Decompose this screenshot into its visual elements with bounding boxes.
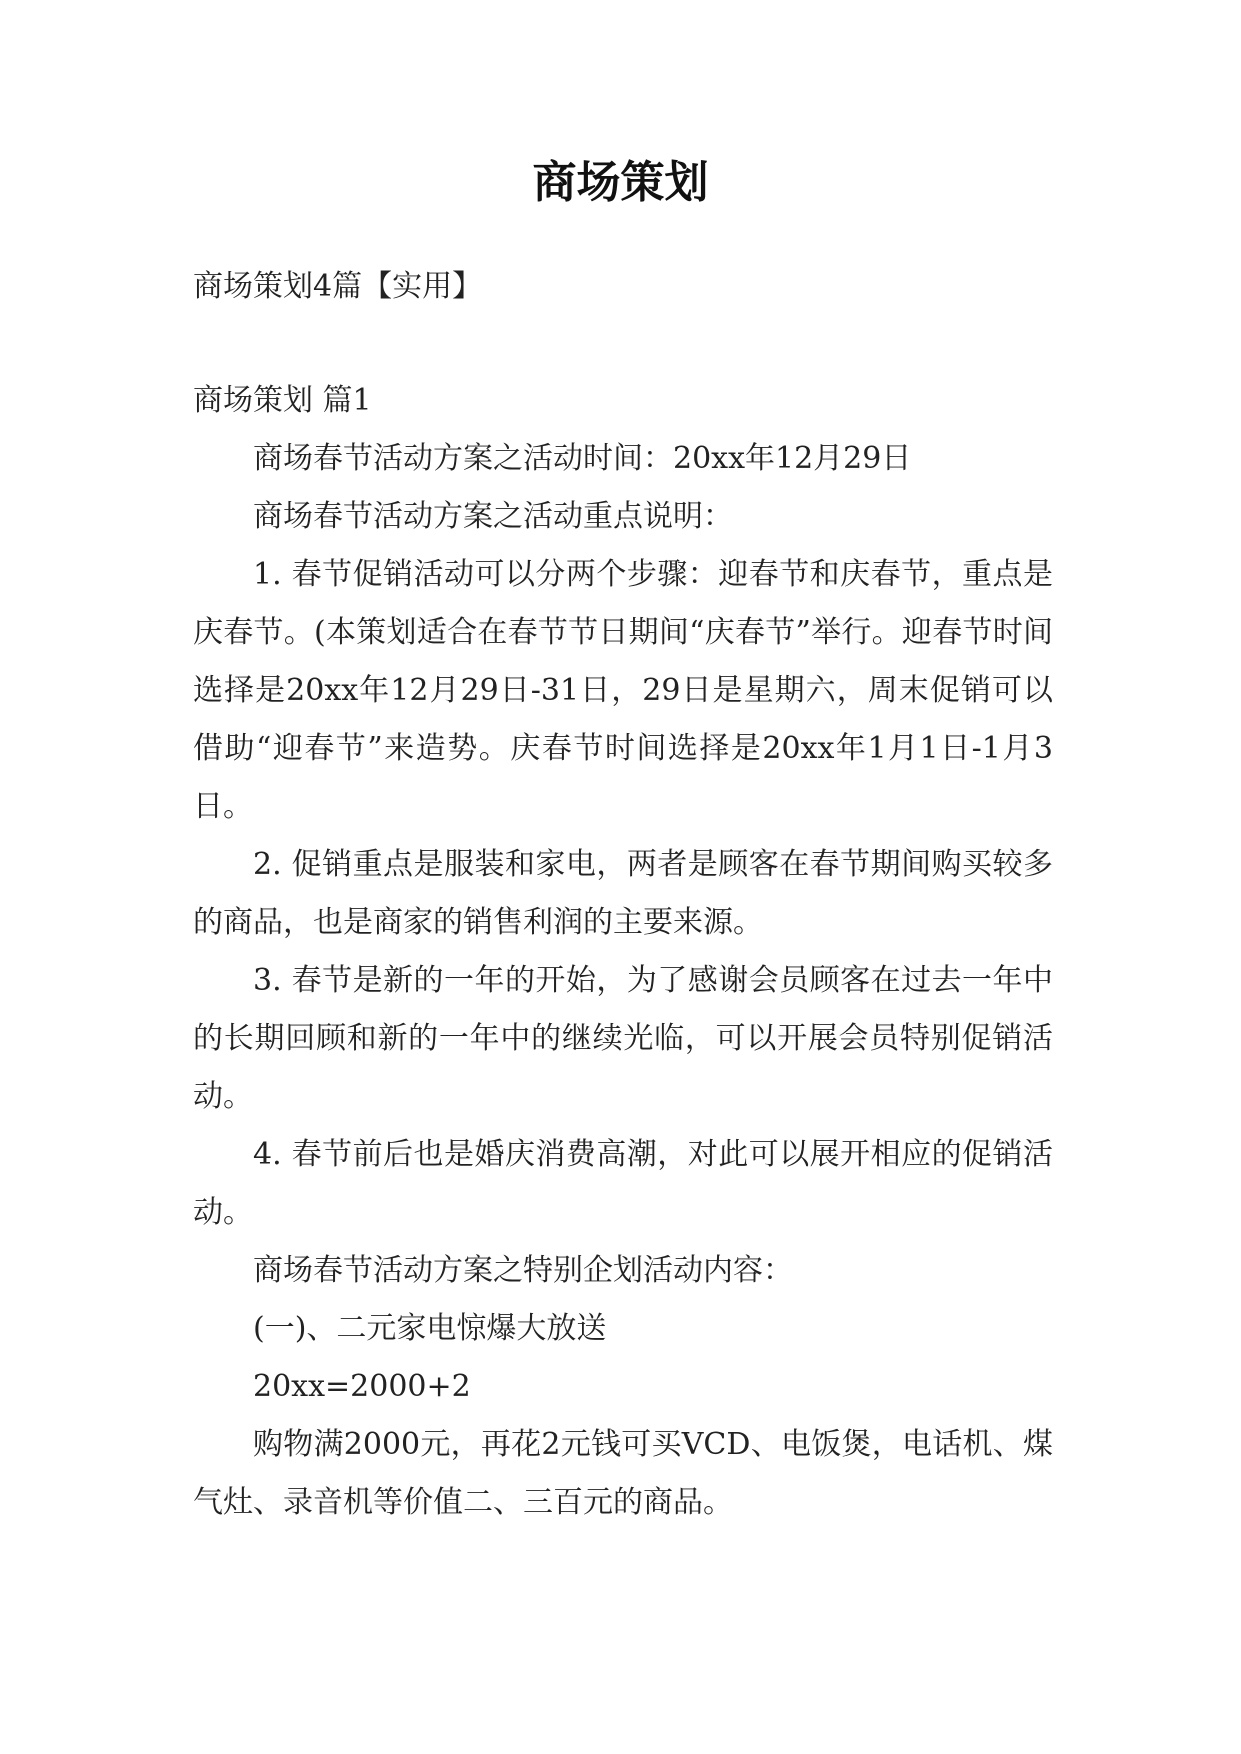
paragraph: 1. 春节促销活动可以分两个步骤：迎春节和庆春节，重点是庆春节。(本策划适合在春节节日期间“庆春节”举行。迎春节时间选择是20xx年12月29日-31日，29日是星期六，周末促销可以借助“迎春节”来造势。庆春节时间选择是20xx年1月1日-1月3日。 bbox=[193, 557, 1053, 824]
section-heading: 商场策划 篇1 bbox=[193, 383, 372, 418]
paragraph: 商场春节活动方案之特别企划活动内容： bbox=[253, 1253, 793, 1288]
document-body bbox=[193, 258, 1053, 1532]
paragraph: 3. 春节是新的一年的开始，为了感谢会员顾客在过去一年中的长期回顾和新的一年中的继续光临，可以开展会员特别促销活动。 bbox=[193, 963, 1053, 1114]
paragraph: (一)、二元家电惊爆大放送 bbox=[253, 1311, 607, 1346]
paragraph: 4. 春节前后也是婚庆消费高潮，对此可以展开相应的促销活动。 bbox=[193, 1137, 1053, 1230]
document-title: 商场策划 bbox=[532, 157, 709, 208]
paragraph: 商场春节活动方案之活动重点说明： bbox=[253, 499, 733, 534]
paragraph: 购物满2000元，再花2元钱可买VCD、电饭煲，电话机、煤气灶、录音机等价值二、三百元的商品。 bbox=[193, 1427, 1053, 1520]
paragraph: 2. 促销重点是服装和家电，两者是顾客在春节期间购买较多的商品，也是商家的销售利润的主要来源。 bbox=[193, 847, 1053, 940]
paragraph: 20xx=2000+2 bbox=[253, 1369, 471, 1404]
document-subtitle: 商场策划4篇【实用】 bbox=[193, 269, 483, 304]
paragraph: 商场春节活动方案之活动时间：20xx年12月29日 bbox=[253, 441, 912, 476]
